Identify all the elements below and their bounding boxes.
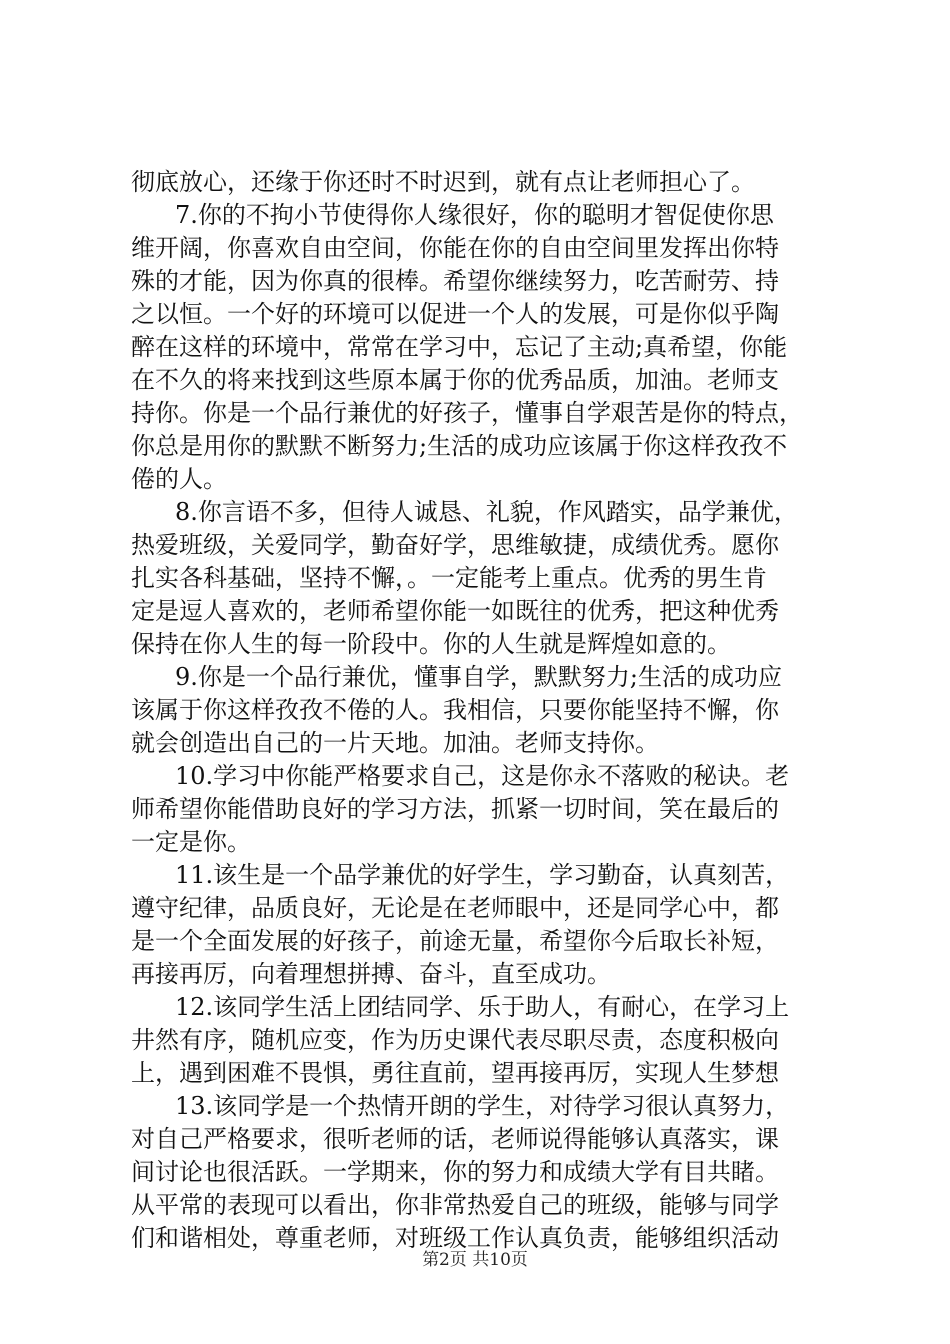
- text-line: 保持在你人生的每一阶段中。你的人生就是辉煌如意的。: [131, 630, 731, 658]
- text-line: 彻底放心，还缘于你还时不时迟到，就有点让老师担心了。: [131, 168, 755, 196]
- text-line: 持你。你是一个品行兼优的好孩子，懂事自学艰苦是你的特点，: [131, 399, 803, 427]
- paragraph-10-start: 10.学习中你能严格要求自己，这是你永不落败的秘诀。老: [175, 762, 790, 790]
- text-line: 之以恒。一个好的环境可以促进一个人的发展，可是你似乎陶: [131, 300, 779, 328]
- text-line: 该属于你这样孜孜不倦的人。我相信，只要你能坚持不懈，你: [131, 696, 779, 724]
- text-line: 师希望你能借助良好的学习方法，抓紧一切时间，笑在最后的: [131, 795, 779, 823]
- text-line: 从平常的表现可以看出，你非常热爱自己的班级，能够与同学: [131, 1191, 779, 1219]
- paragraph-7-start: 7.你的不拘小节使得你人缘很好，你的聪明才智促使你思: [175, 201, 774, 229]
- text-line: 倦的人。: [131, 465, 227, 493]
- text-line: 一定是你。: [131, 828, 251, 856]
- text-line: 热爱班级，关爱同学，勤奋好学，思维敏捷，成绩优秀。愿你: [131, 531, 779, 559]
- text-line: 再接再厉，向着理想拼搏、奋斗，直至成功。: [131, 960, 611, 988]
- text-line: 扎实各科基础，坚持不懈，。一定能考上重点。优秀的男生肯: [131, 564, 767, 592]
- text-line: 定是逗人喜欢的，老师希望你能一如既往的优秀，把这种优秀: [131, 597, 779, 625]
- text-line: 殊的才能，因为你真的很棒。希望你继续努力，吃苦耐劳、持: [131, 267, 779, 295]
- text-line: 维开阔，你喜欢自由空间，你能在你的自由空间里发挥出你特: [131, 234, 779, 262]
- text-line: 在不久的将来找到这些原本属于你的优秀品质，加油。老师支: [131, 366, 779, 394]
- text-line: 上，遇到困难不畏惧，勇往直前，望再接再厉，实现人生梦想: [131, 1059, 779, 1087]
- text-line: 遵守纪律，品质良好，无论是在老师眼中，还是同学心中，都: [131, 894, 779, 922]
- paragraph-13-start: 13.该同学是一个热情开朗的学生，对待学习很认真努力，: [175, 1092, 790, 1120]
- text-line: 间讨论也很活跃。一学期来，你的努力和成绩大学有目共睹。: [131, 1158, 779, 1186]
- text-line: 你总是用你的默默不断努力;生活的成功应该属于你这样孜孜不: [131, 432, 788, 460]
- text-line: 井然有序，随机应变，作为历史课代表尽职尽责，态度积极向: [131, 1026, 779, 1054]
- paragraph-12-start: 12.该同学生活上团结同学、乐于助人，有耐心，在学习上: [175, 993, 790, 1021]
- page-number-footer: 第2页 共10页: [422, 1250, 528, 1270]
- paragraph-9-start: 9.你是一个品行兼优，懂事自学，默默努力;生活的成功应: [175, 663, 782, 691]
- text-line: 们和谐相处，尊重老师，对班级工作认真负责，能够组织活动: [131, 1224, 779, 1252]
- paragraph-8-start: 8.你言语不多，但待人诚恳、礼貌，作风踏实，品学兼优，: [175, 498, 798, 526]
- paragraph-11-start: 11.该生是一个品学兼优的好学生，学习勤奋，认真刻苦，: [175, 861, 790, 889]
- text-line: 醉在这样的环境中，常常在学习中，忘记了主动;真希望，你能: [131, 333, 788, 361]
- text-line: 就会创造出自己的一片天地。加油。老师支持你。: [131, 729, 659, 757]
- text-line: 对自己严格要求，很听老师的话，老师说得能够认真落实，课: [131, 1125, 779, 1153]
- text-line: 是一个全面发展的好孩子，前途无量，希望你今后取长补短，: [131, 927, 779, 955]
- body-text: [131, 166, 831, 1255]
